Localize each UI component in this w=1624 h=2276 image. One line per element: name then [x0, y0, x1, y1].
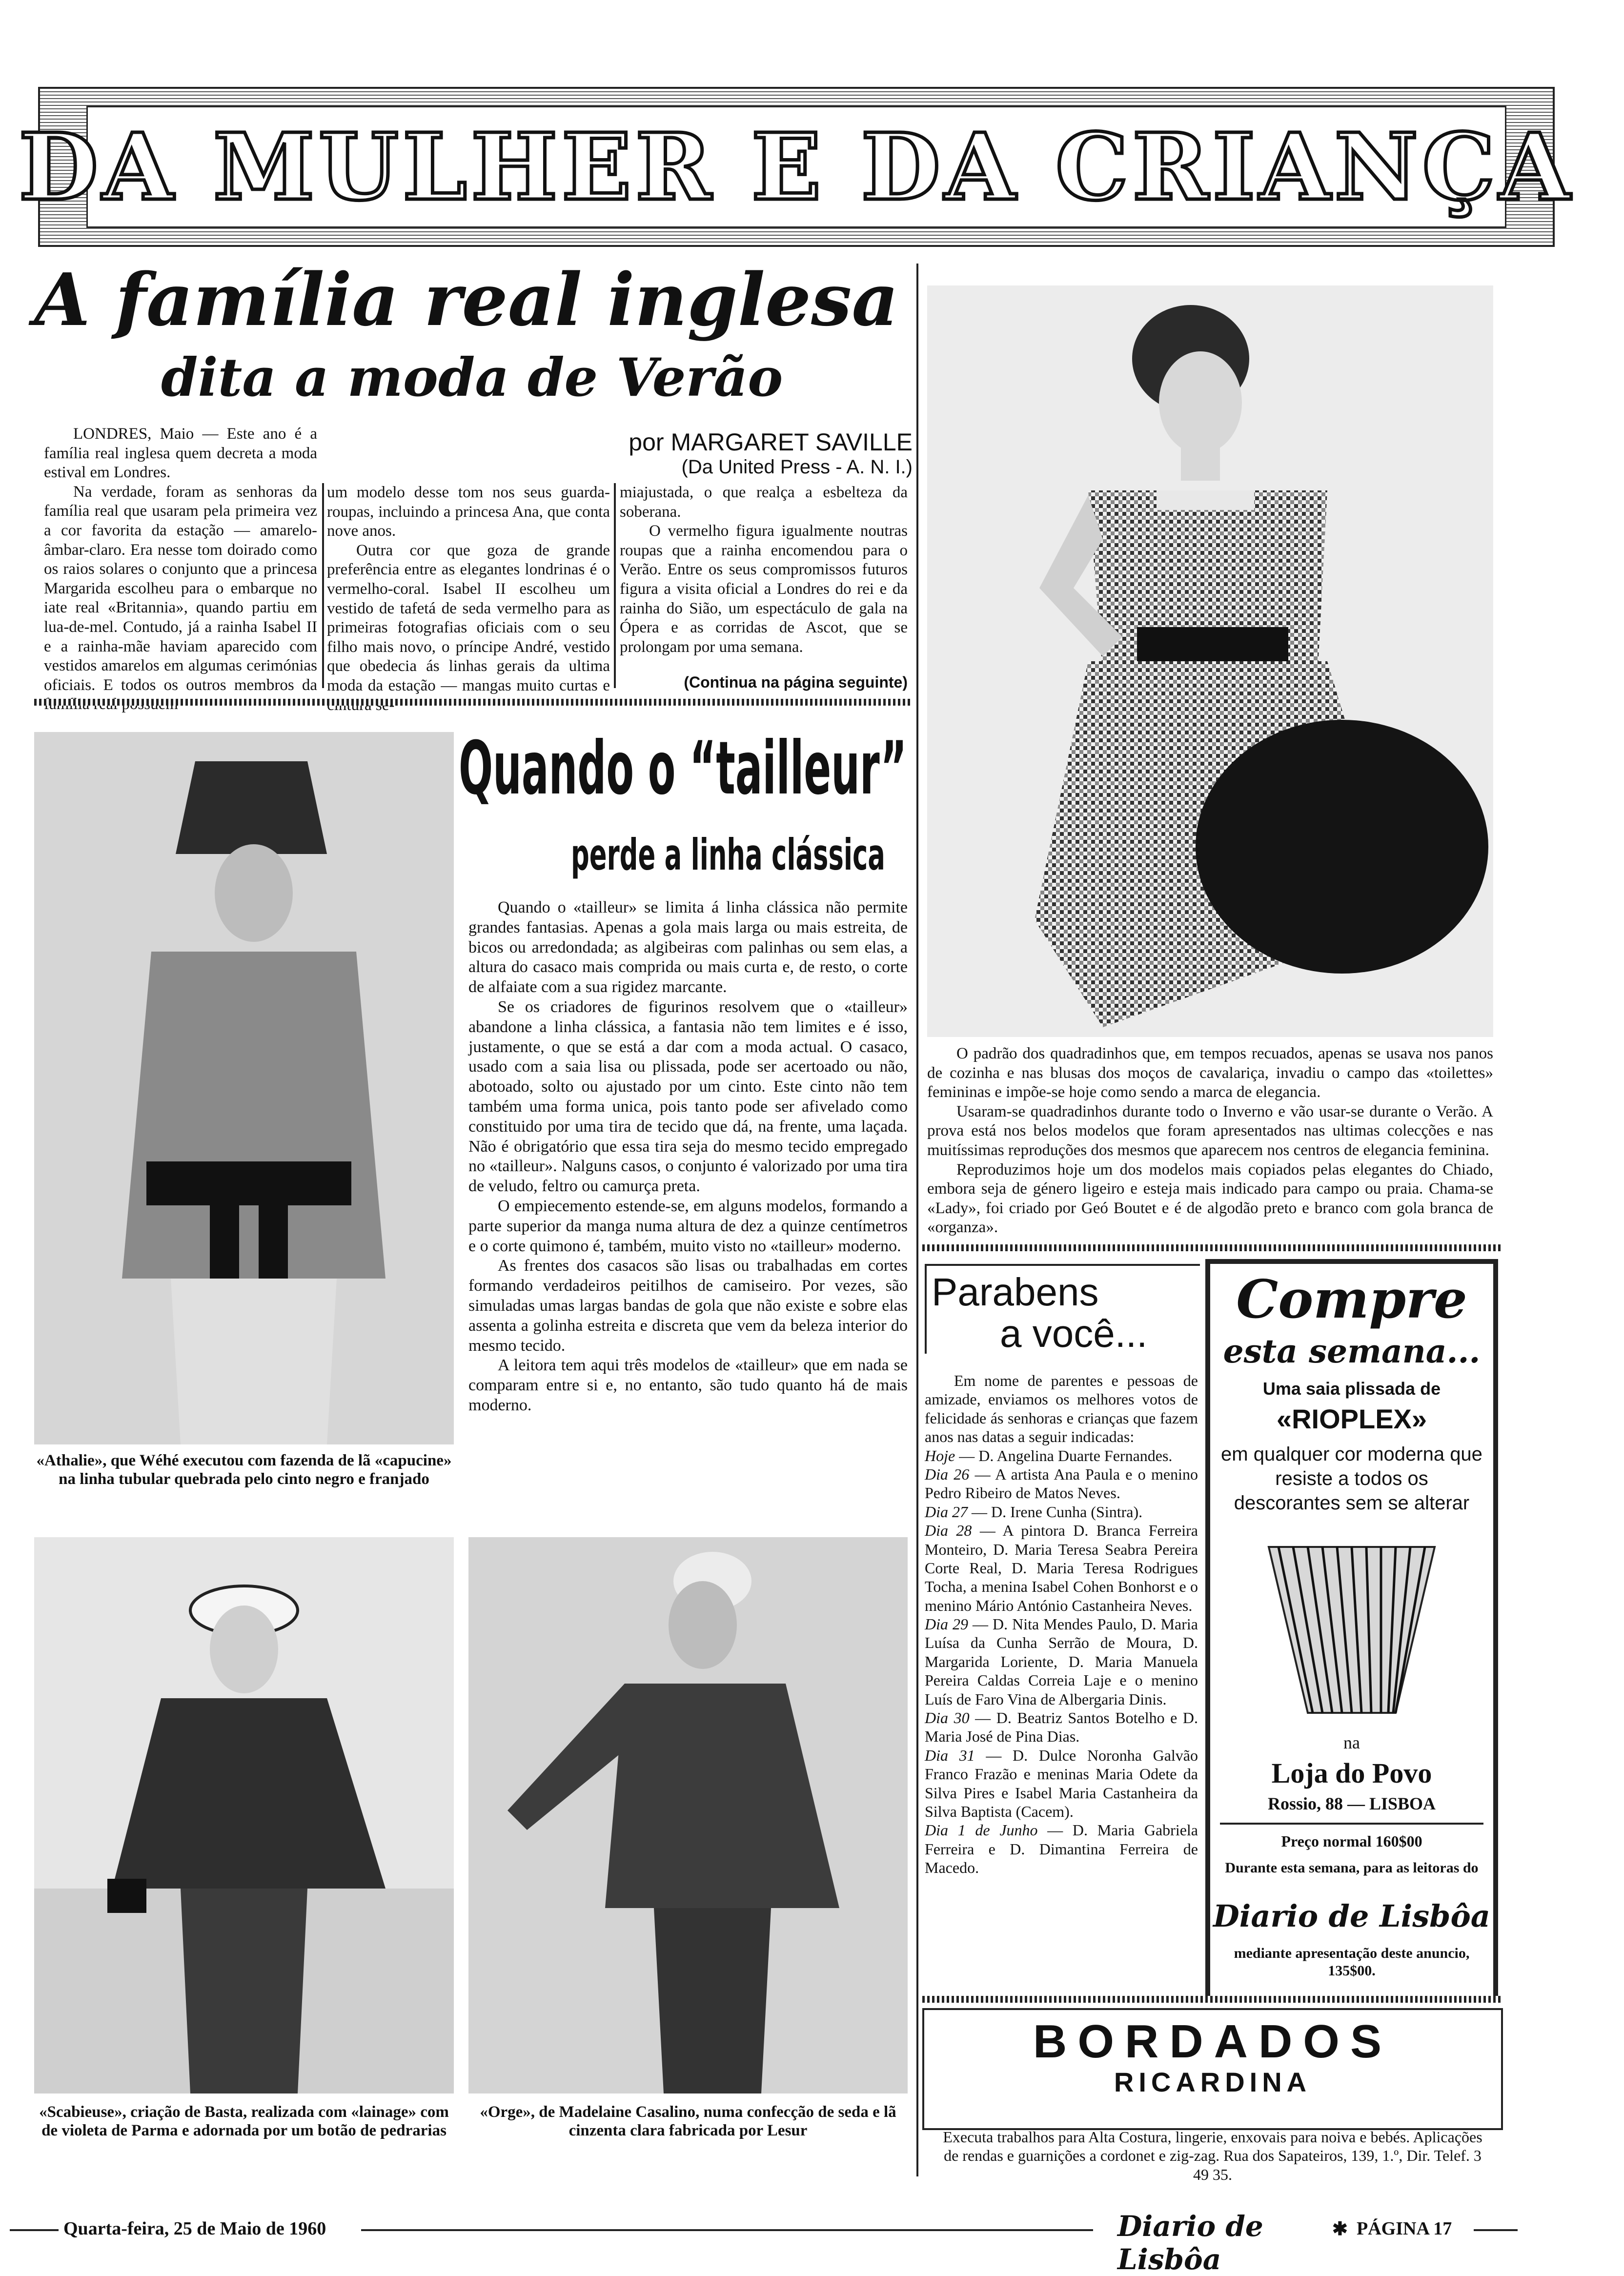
footer-rule — [361, 2229, 1093, 2231]
footer-date: Quarta-feira, 25 de Maio de 1960 — [63, 2218, 326, 2239]
column-rule — [916, 264, 918, 2176]
ad-na: na — [1343, 1733, 1360, 1752]
rioplex-ad — [1205, 1259, 1498, 2001]
paragraph: miajustada, o que realça a esbelteza da soberana. — [620, 484, 908, 521]
bordados-text — [937, 2128, 1488, 2184]
main-photo-caption — [927, 1044, 1493, 1238]
divider — [922, 1244, 1503, 1251]
orge-caption: «Orge», de Madelaine Casalino, numa confecção de seda e lã cinzenta clara fabricada por Lesur — [480, 2103, 896, 2139]
list-item — [925, 1503, 1198, 1521]
column-rule — [614, 483, 616, 688]
divider — [922, 1996, 1503, 2003]
paragraph: As frentes dos casacos são lisas ou trabalhadas em cortes formando verdadeiros peitilhos de camiseiro. Por vezes, são simuladas umas largas bandas de gola que não existe e sobre elas assenta a golinha estreita e discreta que vem da beleza interior do mesmo tecido. — [468, 1257, 908, 1355]
entry-text: — D. Irene Cunha (Sintra). — [972, 1503, 1143, 1521]
athalie-caption: «Athalie», que Wéhé executou com fazenda de lã «capucine» na linha tubular quebrada pelo cinto negro e franjado — [36, 1452, 452, 1488]
article-headline: A família real inglesa — [34, 257, 899, 342]
entry-day: Dia 1 de Junho — [925, 1821, 1038, 1839]
entry-day: Dia 31 — [925, 1746, 975, 1764]
entry-day: Dia 30 — [925, 1709, 970, 1727]
divider — [34, 699, 913, 706]
banner-inner — [19, 106, 1574, 228]
ad-subtitle: esta semana... — [1223, 1332, 1481, 1370]
paragraph: Reproduzimos hoje um dos modelos mais copiados pelas elegantes do Chiado, embora seja de género ligeiro e esteja mais indicado para campo ou praia. Chama-se «Lady», foi criado por Geó Boutet e é de algodão preto e branco com gola branca de «organza». — [927, 1160, 1493, 1237]
entry-day: Dia 26 — [925, 1465, 970, 1483]
ad-store: Loja do Povo — [1271, 1757, 1432, 1789]
ad-offer-2: mediante apresentação deste anuncio, 135$00. — [1234, 1945, 1470, 1979]
footer-paper-logo: Diario de Lisbôa — [1117, 2210, 1263, 2276]
list-item — [925, 1446, 1198, 1465]
article2-body — [468, 898, 908, 1416]
bordados-subtitle: RICARDINA — [1114, 2067, 1312, 2097]
list-item — [925, 1465, 1198, 1503]
paragraph: Na verdade, foram as senhoras da família real que usaram pela primeira vez a cor favorita da estação — amarelo-âmbar-claro. Era nesse tom doirado como os raios solares o conjunto que a princesa Margarida escolheu para o embarque no iate real «Britannia», quando partiu em lua-de-mel. Contudo, já a rainha Isabel II e a rainha-mãe haviam aparecido com vestidos amarelos em algumas cerimónias oficiais. E todos os outros membros da — [44, 483, 317, 694]
ad-description: em qualquer cor moderna que resiste a todos os descorantes sem se alterar — [1221, 1443, 1482, 1514]
entry-day: Dia 27 — [925, 1503, 968, 1521]
entry-text: — A artista Ana Paula e o menino Pedro Ribeiro de Matos Neves. — [925, 1465, 1198, 1502]
ad-line: Uma saia plissada de — [1262, 1379, 1441, 1399]
article2-title: Quando o “tailleur” — [459, 726, 907, 811]
parabens-title-2: a você... — [1000, 1312, 1148, 1355]
orge-photo — [468, 1537, 908, 2093]
list-item — [925, 1615, 1198, 1708]
ad-title: Compre — [1236, 1269, 1467, 1330]
article1-column-3 — [620, 483, 908, 657]
parabens-body — [925, 1371, 1198, 1877]
article-subheadline: dita a moda de Verão — [161, 347, 783, 408]
article1-column-2 — [327, 483, 610, 715]
main-fashion-photo — [927, 285, 1493, 1037]
paragraph: um modelo desse tom nos seus guarda-roupas, incluindo a princesa Ana, que conta nove anos. — [327, 484, 610, 540]
entry-day: Dia 29 — [925, 1615, 969, 1633]
scabieuse-caption: «Scabieuse», criação de Basta, realizada com «lainage» com de violeta de Parma e adornada por um botão de pedrarias — [39, 2103, 449, 2139]
paragraph: Outra cor que goza de grande preferência entre as elegantes londrinas é o vermelho-coral. Isabel II escolheu um vestido de tafetá de seda vermelho para as primeiras fotografias oficiais com o seu filho mais novo, o príncipe André, vestido que obedecia ás linhas gerais da ultima moda da estação — mangas muito curtas e — [327, 541, 610, 694]
entry-text: — A pintora D. Branca Ferreira Monteiro, D. Maria Teresa Seabra Pereira Corte Real, D. Maria Teresa Rodrigues Tocha, a menina Isabel Cohen Bonhorst e o menino Mário António Castanheira Neves. — [925, 1522, 1198, 1614]
list-item — [925, 1821, 1198, 1877]
paragraph: O vermelho figura igualmente noutras roupas que a rainha encomendou para o Verão. Entre os seus compromissos futuros figura a visita oficial a Londres do rei e da rainha do Sião, um espectáculo de gala na Ópera e as corridas de Ascot, que se prolongam por uma semana. — [620, 522, 908, 656]
divider — [1220, 1823, 1483, 1825]
entry-text: — D. Maria Gabriela Ferreira e D. Dimantina Ferreira de Macedo. — [925, 1821, 1198, 1877]
footer-star: ✱ — [1332, 2219, 1348, 2239]
scabieuse-photo — [34, 1537, 454, 2093]
parabens-intro: Em nome de parentes e pessoas de amizade, enviamos os melhores votos de felicidade ás senhoras e crianças que fazem anos nas datas a seguir indicadas: — [925, 1372, 1198, 1446]
parabens-title: Parabens — [932, 1270, 1099, 1314]
ad-normal-price: Preço normal 160$00 — [1281, 1832, 1422, 1850]
footer-rule — [1474, 2229, 1518, 2231]
ad-paper-logo: Diario de Lisbôa — [1213, 1898, 1490, 1934]
entry-text: — D. Nita Mendes Paulo, D. Maria Luísa da Cunha Serrão de Moura, D. Margarida Loriente, D. Maria Manuela Pereira Caldas Correia Laje e o menino Luís de Faro Vina de Albergaria Dinis. — [925, 1615, 1198, 1708]
paragraph: Executa trabalhos para Alta Costura, lingerie, enxovais para noiva e bebés. Aplicações de rendas e guarnições a cordonet e zig-zag. Rua dos Sapateiros, 139, 1.º, Dir. Telef. 3 49 35. — [943, 2128, 1482, 2183]
agency-credit: (Da United Press - A. N. I.) — [681, 456, 913, 478]
paragraph: A leitora tem aqui três modelos de «tailleur» que em nada se comparam entre si e, no entanto, são tudo quanto há de mais moderno. — [468, 1356, 908, 1414]
list-item — [925, 1746, 1198, 1821]
entry-text: — D. Dulce Noronha Galvão Franco Frazão e meninas Maria Odete da Silva Pires e Isabel Maria Castanheira da Silva Baptista (Cacem). — [925, 1746, 1198, 1820]
skirt-illustration — [1249, 1537, 1454, 1723]
entry-text: — D. Angelina Duarte Fernandes. — [959, 1446, 1173, 1464]
entry-text: — D. Beatriz Santos Botelho e D. Maria José de Pina Dias. — [925, 1709, 1198, 1746]
section-title: DA MULHER E DA CRIANÇA — [19, 113, 1574, 221]
paragraph: Usaram-se quadradinhos durante todo o Inverno e vão usar-se durante o Verão. A prova está nos belos modelos que foram apresentados nas ultimas colecções e nas muitíssimas reproduções dos mesmos que aparecem nos centros de elegancia feminina. — [927, 1102, 1493, 1159]
footer-rule — [10, 2229, 59, 2231]
paragraph: O empiecemento estende-se, em alguns modelos, formando a parte superior da manga numa altura de dez a quinze centímetros e o corte quimono é, também, muito visto no «tailleur» moderno. — [468, 1197, 908, 1255]
ad-offer: Durante esta semana, para as leitoras do — [1225, 1860, 1479, 1876]
article2-subtitle: perde a linha clássica — [571, 830, 885, 880]
section-banner — [19, 87, 1574, 247]
list-item — [925, 1708, 1198, 1746]
athalie-photo — [34, 732, 454, 1444]
page-number: PÁGINA 17 — [1357, 2218, 1452, 2239]
article1-column-1 — [44, 425, 317, 714]
column-rule — [322, 483, 324, 688]
paragraph: O padrão dos quadradinhos que, em tempos recuados, apenas se usava nos panos de cozinha e nas blusas dos moços de cavalariça, invadiu o campo das «toilettes» femininas e impõe-se hoje como sendo a marca de elegancia. — [927, 1045, 1493, 1101]
ad-address: Rossio, 88 — LISBOA — [1267, 1794, 1436, 1813]
entry-day: Hoje — [925, 1446, 955, 1464]
bordados-ad — [922, 2008, 1503, 2130]
list-item — [925, 1521, 1198, 1615]
paragraph: LONDRES, Maio — Este ano é a família real inglesa quem decreta a moda estival em Londres. — [44, 425, 317, 482]
byline: por MARGARET SAVILLE — [629, 428, 913, 456]
bordados-title: BORDADOS — [1033, 2015, 1392, 2068]
parabens-header-box — [925, 1264, 1200, 1354]
entry-day: Dia 28 — [925, 1522, 972, 1540]
ad-brand: «RIOPLEX» — [1276, 1403, 1427, 1434]
continued-note: (Continua na página seguinte) — [684, 673, 908, 691]
paragraph: Quando o «tailleur» se limita á linha clássica não permite grandes fantasias. Apenas a gola mais larga ou mais estreita, de bicos ou arredondada; as algibeiras com palinhas ou sem elas, a altura do casaco mais comprida ou mais curta e, de resto, o corte de alfaiate com a sua rigidez marcante. — [468, 898, 908, 996]
paragraph: Se os criadores de figurinos resolvem que o «tailleur» abandone a linha clássica, a fantasia não tem limites e é isso, justamente, o que se está a dar com a moda actual. O casaco, usado com a saia lisa ou plissada, pode ser acertoado ou não, abotoado, solto ou ajustado por um cinto. Este cinto não tem também uma forma unica, pois tanto pode ser afivelado como constituido por uma tira de tecido que dá, na frente, uma laçada. Não é obrigatório que essa tira seja do mesmo tecido empregado no «tailleur». Nalguns casos, o conjunto é valorizado por uma tira de veludo, feltro ou camurça preta. — [468, 997, 908, 1196]
